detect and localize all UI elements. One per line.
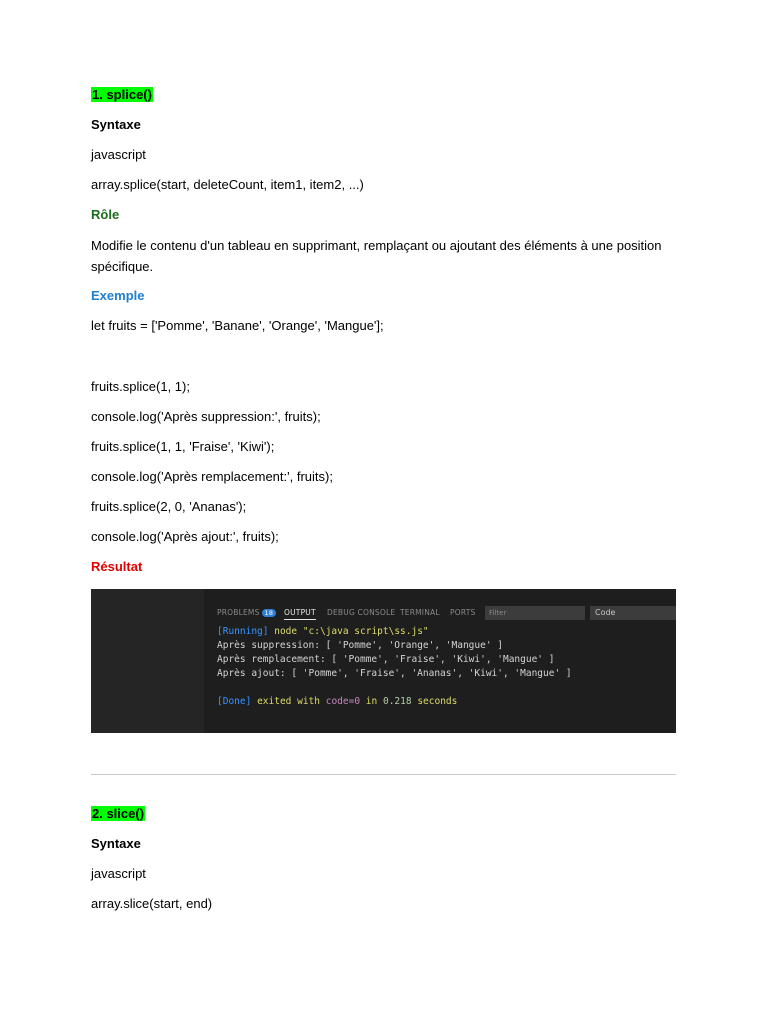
syntax-heading: Syntaxe (91, 836, 141, 851)
syntax-line: array.splice(start, deleteCount, item1, item2, ...) (91, 177, 364, 192)
tab-debug-console: DEBUG CONSOLE (327, 608, 396, 617)
output-text (217, 625, 572, 709)
language-label: javascript (91, 147, 146, 162)
code-line: fruits.splice(1, 1, 'Fraise', 'Kiwi'); (91, 439, 275, 454)
example-heading: Exemple (91, 288, 145, 303)
language-label: javascript (91, 866, 146, 881)
filter-input: Filter (485, 606, 585, 620)
tab-ports: PORTS (450, 608, 476, 617)
panel-tabs (204, 606, 676, 622)
syntax-line: array.slice(start, end) (91, 896, 213, 911)
output-line: Après remplacement: [ 'Pomme', 'Fraise', 'Kiwi', 'Mangue' ] (217, 654, 555, 665)
code-line: console.log('Après remplacement:', fruits); (91, 469, 333, 484)
output-line: Après suppression: [ 'Pomme', 'Orange', 'Mangue' ] (217, 640, 503, 651)
section-title-slice: 2. slice() (92, 806, 145, 821)
result-heading: Résultat (91, 559, 143, 574)
syntax-heading: Syntaxe (91, 117, 141, 132)
code-line: let fruits = ['Pomme', 'Banane', 'Orange', 'Mangue']; (91, 318, 384, 333)
output-panel-screenshot (91, 589, 676, 733)
editor-sidebar (91, 589, 204, 733)
output-line: Après ajout: [ 'Pomme', 'Fraise', 'Ananas', 'Kiwi', 'Mangue' ] (217, 668, 572, 679)
tab-terminal: TERMINAL (400, 608, 440, 617)
role-description: Modifie le contenu d'un tableau en supprimant, remplaçant ou ajoutant des éléments à une position spécifique. (91, 238, 662, 274)
section-title-splice: 1. splice() (92, 87, 152, 102)
code-line: console.log('Après ajout:', fruits); (91, 529, 279, 544)
code-line: fruits.splice(2, 0, 'Ananas'); (91, 499, 247, 514)
code-line: console.log('Après suppression:', fruits); (91, 409, 321, 424)
role-heading: Rôle (91, 207, 120, 222)
code-line: fruits.splice(1, 1); (91, 379, 190, 394)
section-divider (91, 774, 676, 775)
problems-count-badge: 18 (262, 609, 277, 617)
output-line: [Done] exited with code=0 in 0.218 seconds (217, 696, 458, 707)
output-line: [Running] node "c:\java script\ss.js" (217, 626, 429, 637)
tab-problems: PROBLEMS 18 (217, 608, 276, 617)
tab-output: OUTPUT (284, 608, 316, 617)
output-channel-select: Code (590, 606, 676, 620)
